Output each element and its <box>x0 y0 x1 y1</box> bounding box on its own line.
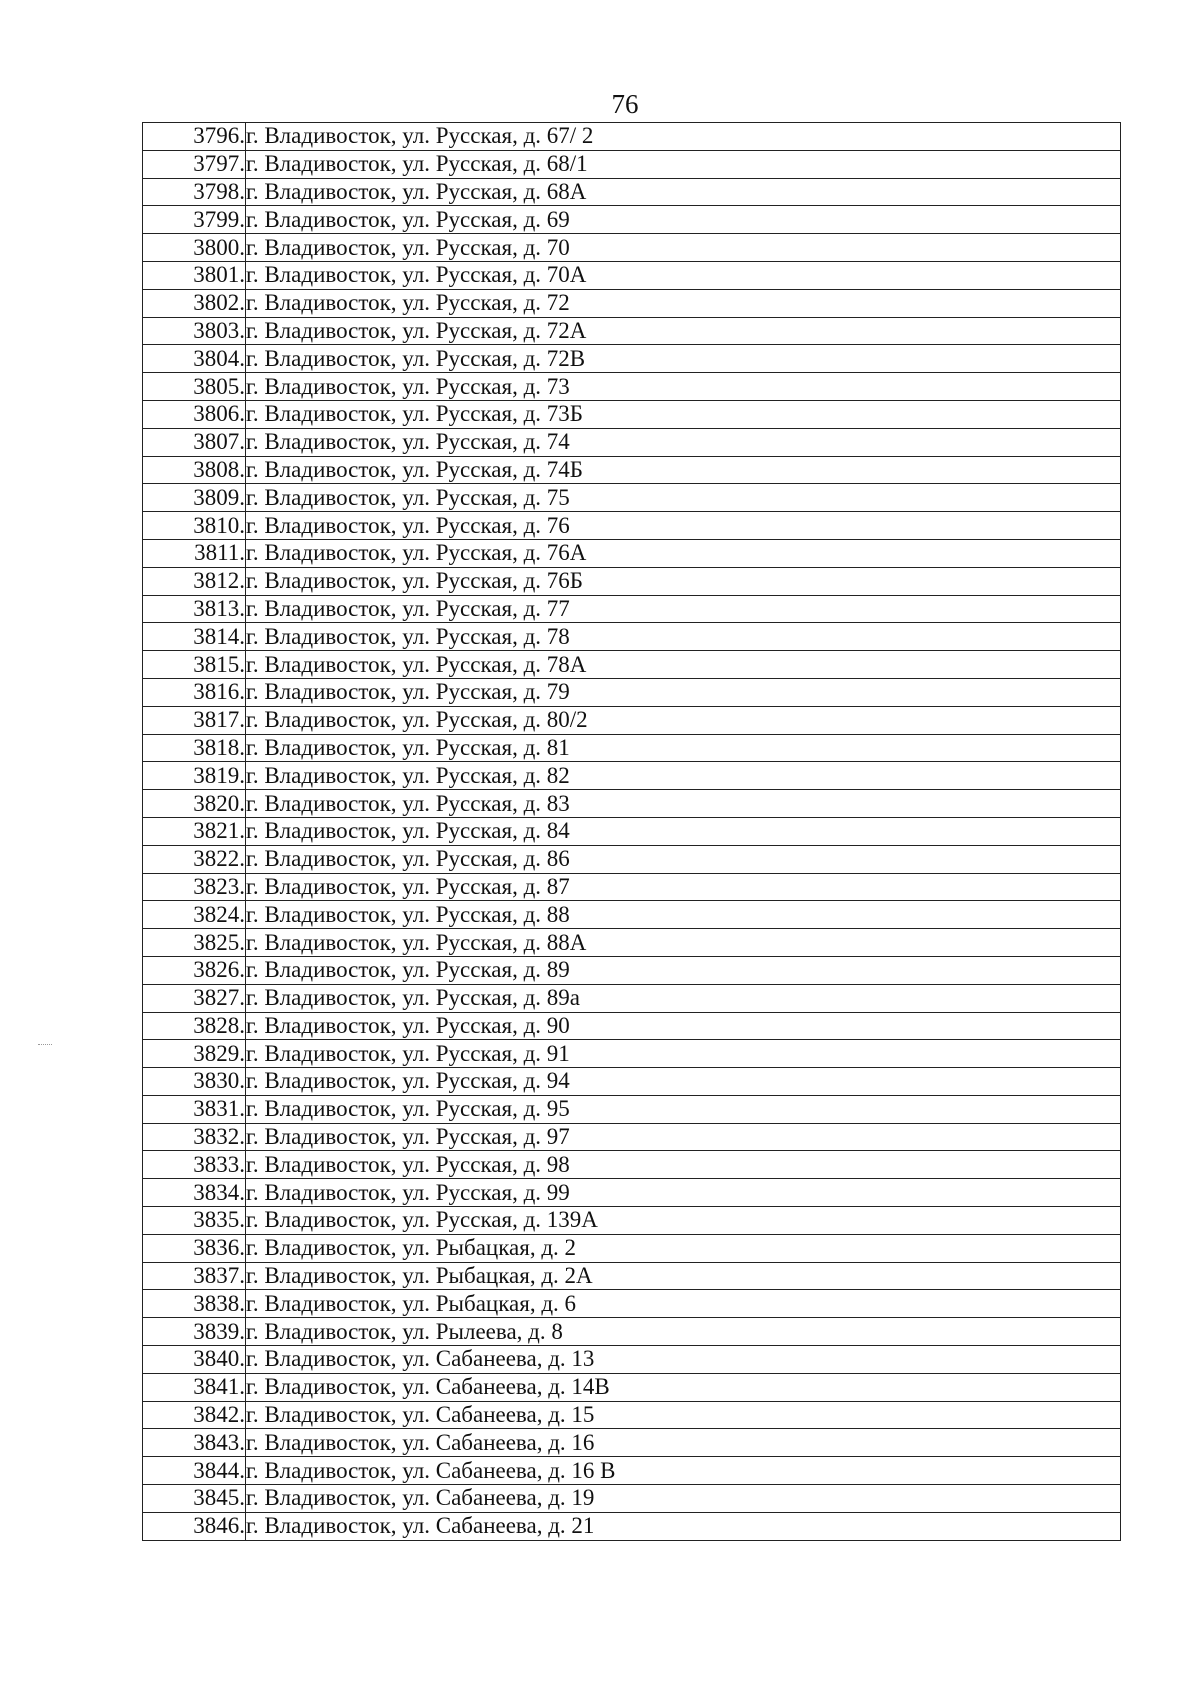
table-row <box>143 984 1121 1012</box>
row-number: 3843. <box>143 1429 246 1457</box>
row-number: 3809. <box>143 484 246 512</box>
table-row <box>143 1318 1121 1346</box>
address-cell: г. Владивосток, ул. Русская, д. 73 <box>246 373 1121 401</box>
row-number: 3818. <box>143 734 246 762</box>
address-cell: г. Владивосток, ул. Русская, д. 78 <box>246 623 1121 651</box>
address-table <box>142 122 1121 1541</box>
row-number: 3821. <box>143 817 246 845</box>
table-row <box>143 1151 1121 1179</box>
address-cell: г. Владивосток, ул. Русская, д. 94 <box>246 1068 1121 1096</box>
table-row <box>143 400 1121 428</box>
table-row <box>143 762 1121 790</box>
table-row <box>143 1095 1121 1123</box>
address-cell: г. Владивосток, ул. Русская, д. 89а <box>246 984 1121 1012</box>
row-number: 3813. <box>143 595 246 623</box>
table-row <box>143 1290 1121 1318</box>
address-cell: г. Владивосток, ул. Русская, д. 69 <box>246 206 1121 234</box>
address-cell: г. Владивосток, ул. Русская, д. 83 <box>246 790 1121 818</box>
table-row <box>143 845 1121 873</box>
row-number: 3841. <box>143 1373 246 1401</box>
address-cell: г. Владивосток, ул. Русская, д. 70 <box>246 234 1121 262</box>
table-row <box>143 428 1121 456</box>
row-number: 3819. <box>143 762 246 790</box>
row-number: 3830. <box>143 1068 246 1096</box>
table-row <box>143 317 1121 345</box>
table-row <box>143 623 1121 651</box>
table-row <box>143 206 1121 234</box>
address-cell: г. Владивосток, ул. Рылеева, д. 8 <box>246 1318 1121 1346</box>
table-row <box>143 345 1121 373</box>
address-cell: г. Владивосток, ул. Рыбацкая, д. 2 <box>246 1234 1121 1262</box>
table-row <box>143 1123 1121 1151</box>
address-cell: г. Владивосток, ул. Русская, д. 88А <box>246 929 1121 957</box>
row-number: 3835. <box>143 1207 246 1235</box>
address-cell: г. Владивосток, ул. Русская, д. 76 <box>246 512 1121 540</box>
address-cell: г. Владивосток, ул. Русская, д. 88 <box>246 901 1121 929</box>
table-row <box>143 1512 1121 1540</box>
row-number: 3836. <box>143 1234 246 1262</box>
table-row <box>143 1429 1121 1457</box>
row-number: 3824. <box>143 901 246 929</box>
row-number: 3832. <box>143 1123 246 1151</box>
row-number: 3804. <box>143 345 246 373</box>
row-number: 3825. <box>143 929 246 957</box>
address-cell: г. Владивосток, ул. Русская, д. 95 <box>246 1095 1121 1123</box>
address-cell: г. Владивосток, ул. Русская, д. 74 <box>246 428 1121 456</box>
address-cell: г. Владивосток, ул. Сабанеева, д. 14В <box>246 1373 1121 1401</box>
row-number: 3838. <box>143 1290 246 1318</box>
table-row <box>143 873 1121 901</box>
address-cell: г. Владивосток, ул. Сабанеева, д. 15 <box>246 1401 1121 1429</box>
table-row <box>143 956 1121 984</box>
address-cell: г. Владивосток, ул. Сабанеева, д. 21 <box>246 1512 1121 1540</box>
table-row <box>143 678 1121 706</box>
row-number: 3808. <box>143 456 246 484</box>
table-row <box>143 595 1121 623</box>
address-cell: г. Владивосток, ул. Русская, д. 82 <box>246 762 1121 790</box>
address-cell: г. Владивосток, ул. Русская, д. 72А <box>246 317 1121 345</box>
table-row <box>143 1040 1121 1068</box>
address-cell: г. Владивосток, ул. Русская, д. 80/2 <box>246 706 1121 734</box>
table-row <box>143 1457 1121 1485</box>
row-number: 3814. <box>143 623 246 651</box>
table-row <box>143 1346 1121 1374</box>
address-cell: г. Владивосток, ул. Русская, д. 72 <box>246 289 1121 317</box>
address-table-body <box>143 123 1121 1541</box>
table-row <box>143 123 1121 151</box>
address-cell: г. Владивосток, ул. Русская, д. 74Б <box>246 456 1121 484</box>
address-cell: г. Владивосток, ул. Русская, д. 72В <box>246 345 1121 373</box>
table-row <box>143 178 1121 206</box>
address-cell: г. Владивосток, ул. Сабанеева, д. 16 В <box>246 1457 1121 1485</box>
table-row <box>143 651 1121 679</box>
scan-edge-mark <box>38 1044 52 1046</box>
row-number: 3827. <box>143 984 246 1012</box>
address-cell: г. Владивосток, ул. Русская, д. 89 <box>246 956 1121 984</box>
page-number: 76 <box>611 89 639 119</box>
table-row <box>143 1179 1121 1207</box>
row-number: 3834. <box>143 1179 246 1207</box>
address-cell: г. Владивосток, ул. Русская, д. 67/ 2 <box>246 123 1121 151</box>
row-number: 3846. <box>143 1512 246 1540</box>
row-number: 3839. <box>143 1318 246 1346</box>
table-row <box>143 234 1121 262</box>
row-number: 3796. <box>143 123 246 151</box>
table-row <box>143 484 1121 512</box>
table-row <box>143 373 1121 401</box>
table-row <box>143 150 1121 178</box>
row-number: 3806. <box>143 400 246 428</box>
row-number: 3831. <box>143 1095 246 1123</box>
row-number: 3798. <box>143 178 246 206</box>
table-row <box>143 901 1121 929</box>
row-number: 3805. <box>143 373 246 401</box>
table-row <box>143 289 1121 317</box>
row-number: 3820. <box>143 790 246 818</box>
address-cell: г. Владивосток, ул. Русская, д. 76Б <box>246 567 1121 595</box>
address-cell: г. Владивосток, ул. Русская, д. 79 <box>246 678 1121 706</box>
address-cell: г. Владивосток, ул. Рыбацкая, д. 6 <box>246 1290 1121 1318</box>
address-cell: г. Владивосток, ул. Русская, д. 68/1 <box>246 150 1121 178</box>
address-cell: г. Владивосток, ул. Русская, д. 77 <box>246 595 1121 623</box>
table-row <box>143 1012 1121 1040</box>
table-row <box>143 1207 1121 1235</box>
row-number: 3797. <box>143 150 246 178</box>
row-number: 3840. <box>143 1346 246 1374</box>
row-number: 3837. <box>143 1262 246 1290</box>
address-cell: г. Владивосток, ул. Русская, д. 78А <box>246 651 1121 679</box>
row-number: 3803. <box>143 317 246 345</box>
row-number: 3842. <box>143 1401 246 1429</box>
row-number: 3826. <box>143 956 246 984</box>
row-number: 3833. <box>143 1151 246 1179</box>
address-cell: г. Владивосток, ул. Сабанеева, д. 13 <box>246 1346 1121 1374</box>
row-number: 3801. <box>143 261 246 289</box>
row-number: 3829. <box>143 1040 246 1068</box>
row-number: 3815. <box>143 651 246 679</box>
address-cell: г. Владивосток, ул. Русская, д. 91 <box>246 1040 1121 1068</box>
address-cell: г. Владивосток, ул. Русская, д. 76А <box>246 539 1121 567</box>
address-cell: г. Владивосток, ул. Русская, д. 70А <box>246 261 1121 289</box>
table-row <box>143 456 1121 484</box>
address-cell: г. Владивосток, ул. Русская, д. 99 <box>246 1179 1121 1207</box>
row-number: 3816. <box>143 678 246 706</box>
address-cell: г. Владивосток, ул. Русская, д. 75 <box>246 484 1121 512</box>
table-row <box>143 1262 1121 1290</box>
table-row <box>143 539 1121 567</box>
table-row <box>143 734 1121 762</box>
table-row <box>143 790 1121 818</box>
address-cell: г. Владивосток, ул. Русская, д. 86 <box>246 845 1121 873</box>
row-number: 3828. <box>143 1012 246 1040</box>
row-number: 3807. <box>143 428 246 456</box>
row-number: 3817. <box>143 706 246 734</box>
address-cell: г. Владивосток, ул. Русская, д. 73Б <box>246 400 1121 428</box>
row-number: 3800. <box>143 234 246 262</box>
table-row <box>143 567 1121 595</box>
row-number: 3844. <box>143 1457 246 1485</box>
table-row <box>143 706 1121 734</box>
address-cell: г. Владивосток, ул. Русская, д. 81 <box>246 734 1121 762</box>
address-cell: г. Владивосток, ул. Сабанеева, д. 19 <box>246 1485 1121 1513</box>
row-number: 3802. <box>143 289 246 317</box>
address-cell: г. Владивосток, ул. Русская, д. 68А <box>246 178 1121 206</box>
address-cell: г. Владивосток, ул. Русская, д. 87 <box>246 873 1121 901</box>
address-cell: г. Владивосток, ул. Русская, д. 84 <box>246 817 1121 845</box>
table-row <box>143 1068 1121 1096</box>
table-row <box>143 1373 1121 1401</box>
address-cell: г. Владивосток, ул. Сабанеева, д. 16 <box>246 1429 1121 1457</box>
address-cell: г. Владивосток, ул. Русская, д. 97 <box>246 1123 1121 1151</box>
row-number: 3823. <box>143 873 246 901</box>
table-row <box>143 1485 1121 1513</box>
address-cell: г. Владивосток, ул. Русская, д. 139А <box>246 1207 1121 1235</box>
table-row <box>143 512 1121 540</box>
row-number: 3812. <box>143 567 246 595</box>
address-cell: г. Владивосток, ул. Русская, д. 98 <box>246 1151 1121 1179</box>
table-row <box>143 929 1121 957</box>
row-number: 3810. <box>143 512 246 540</box>
row-number: 3845. <box>143 1485 246 1513</box>
row-number: 3799. <box>143 206 246 234</box>
table-row <box>143 1234 1121 1262</box>
table-row <box>143 261 1121 289</box>
row-number: 3822. <box>143 845 246 873</box>
table-row <box>143 1401 1121 1429</box>
address-cell: г. Владивосток, ул. Русская, д. 90 <box>246 1012 1121 1040</box>
table-row <box>143 817 1121 845</box>
row-number: 3811. <box>143 539 246 567</box>
address-cell: г. Владивосток, ул. Рыбацкая, д. 2А <box>246 1262 1121 1290</box>
